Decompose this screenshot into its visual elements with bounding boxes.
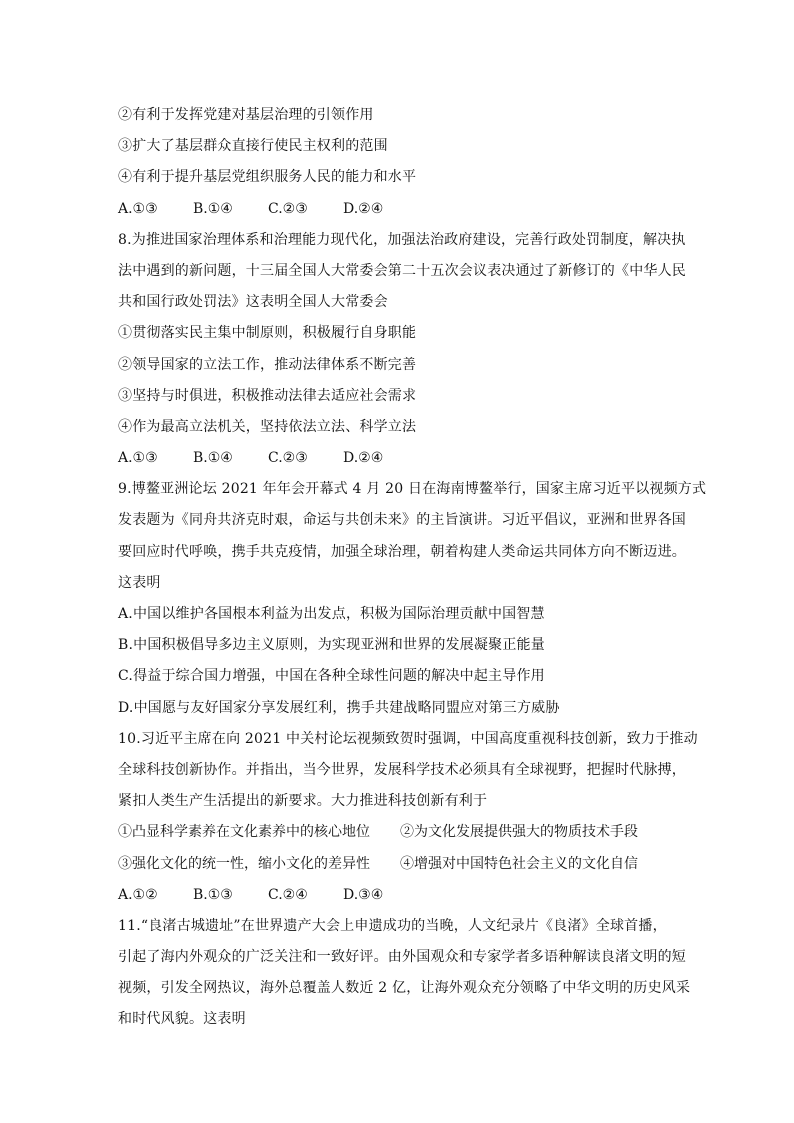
option-b: B.①③	[193, 886, 233, 903]
q9-stem-line: 发表题为《同舟共济克时艰，命运与共创未来》的主旨演讲。习近平倡议，亚洲和世界各国	[118, 512, 686, 529]
q11-stem-line: 引起了海内外观众的广泛关注和一致好评。由外国观众和专家学者多语种解读良渚文明的短	[118, 949, 686, 966]
q8-stem-line: 共和国行政处罚法》这表明全国人大常委会	[118, 294, 388, 311]
q11-stem-line: 视频，引发全网热议，海外总覆盖人数近 2 亿，让海外观众充分领略了中华文明的历史风采	[118, 980, 691, 997]
q8-item-3: ③坚持与时俱进，积极推动法律去适应社会需求	[118, 387, 417, 404]
q10-items-row-2	[118, 849, 678, 880]
q9-choice-b: B.中国积极倡导多边主义原则，为实现亚洲和世界的发展凝聚正能量	[118, 637, 545, 654]
q10-item-3: ③强化文化的统一性，缩小文化的差异性	[118, 855, 370, 872]
q9-stem-line: 这表明	[118, 574, 161, 591]
q11-stem-line: 和时代风貌。这表明	[118, 1011, 246, 1028]
q11-stem-line: 11.“良渚古城遗址”在世界遗产大会上申遗成功的当晚，人文纪录片《良渚》全球首播，	[118, 917, 667, 934]
option-a: A.①③	[118, 450, 158, 467]
q10-stem-line: 紧扣人类生产生活提出的新要求。大力推进科技创新有利于	[118, 793, 488, 810]
option-c: C.②④	[268, 886, 308, 903]
option-b: B.①④	[193, 450, 233, 467]
q10-items-row-1	[118, 817, 678, 848]
item-4: ④有利于提升基层党组织服务人民的能力和水平	[118, 169, 417, 186]
item-3: ③扩大了基层群众直接行使民主权利的范围	[118, 138, 388, 155]
option-a: A.①②	[118, 886, 158, 903]
q9-stem-line: 9.博鳌亚洲论坛 2021 年年会开幕式 4 月 20 日在海南博鳌举行，国家主席习近平以视频方式	[118, 481, 707, 498]
q8-item-4: ④作为最高立法机关，坚持依法立法、科学立法	[118, 418, 417, 435]
item-2: ②有利于发挥党建对基层治理的引领作用	[118, 107, 374, 123]
option-d: D.②④	[343, 450, 384, 467]
q10-options	[118, 880, 678, 911]
q10-item-4: ④增强对中国特色社会主义的文化自信	[400, 855, 638, 872]
option-a: A.①③	[118, 200, 158, 217]
q10-item-1: ①凸显科学素养在文化素养中的核心地位	[118, 824, 370, 841]
q8-item-1: ①贯彻落实民主集中制原则，积极履行自身职能	[118, 325, 417, 342]
option-c: C.②③	[268, 200, 308, 217]
exam-page	[118, 100, 707, 1036]
q9-stem-line: 要回应时代呼唤，携手共克疫情，加强全球治理，朝着构建人类命运共同体方向不断迈进。	[118, 543, 686, 560]
q10-item-2: ②为文化发展提供强大的物质技术手段	[400, 824, 638, 841]
q8-options	[118, 443, 678, 474]
option-b: B.①④	[193, 200, 233, 217]
q9-choice-a: A.中国以维护各国根本利益为出发点，积极为国际治理贡献中国智慧	[118, 606, 545, 622]
option-c: C.②③	[268, 450, 308, 467]
option-d: D.③④	[343, 886, 384, 903]
q10-stem-line: 10.习近平主席在向 2021 中关村论坛视频致贺时强调，中国高度重视科技创新，致力于推动	[118, 730, 698, 747]
q8-stem-line: 8.为推进国家治理体系和治理能力现代化，加强法治政府建设，完善行政处罚制度，解决执	[118, 231, 686, 248]
q8-item-2: ②领导国家的立法工作，推动法律体系不断完善	[118, 356, 417, 373]
option-d: D.②④	[343, 200, 384, 217]
q8-stem-line: 法中遇到的新问题，十三届全国人大常委会第二十五次会议表决通过了新修订的《中华人民	[118, 262, 686, 279]
q7-options	[118, 194, 678, 225]
q10-stem-line: 全球科技创新协作。并指出，当今世界，发展科学技术必须具有全球视野，把握时代脉搏，	[118, 761, 686, 778]
q9-choice-d: D.中国愿与友好国家分享发展红利，携手共建战略同盟应对第三方威胁	[118, 699, 560, 716]
q9-choice-c: C.得益于综合国力增强，中国在各种全球性问题的解决中起主导作用	[118, 668, 545, 685]
